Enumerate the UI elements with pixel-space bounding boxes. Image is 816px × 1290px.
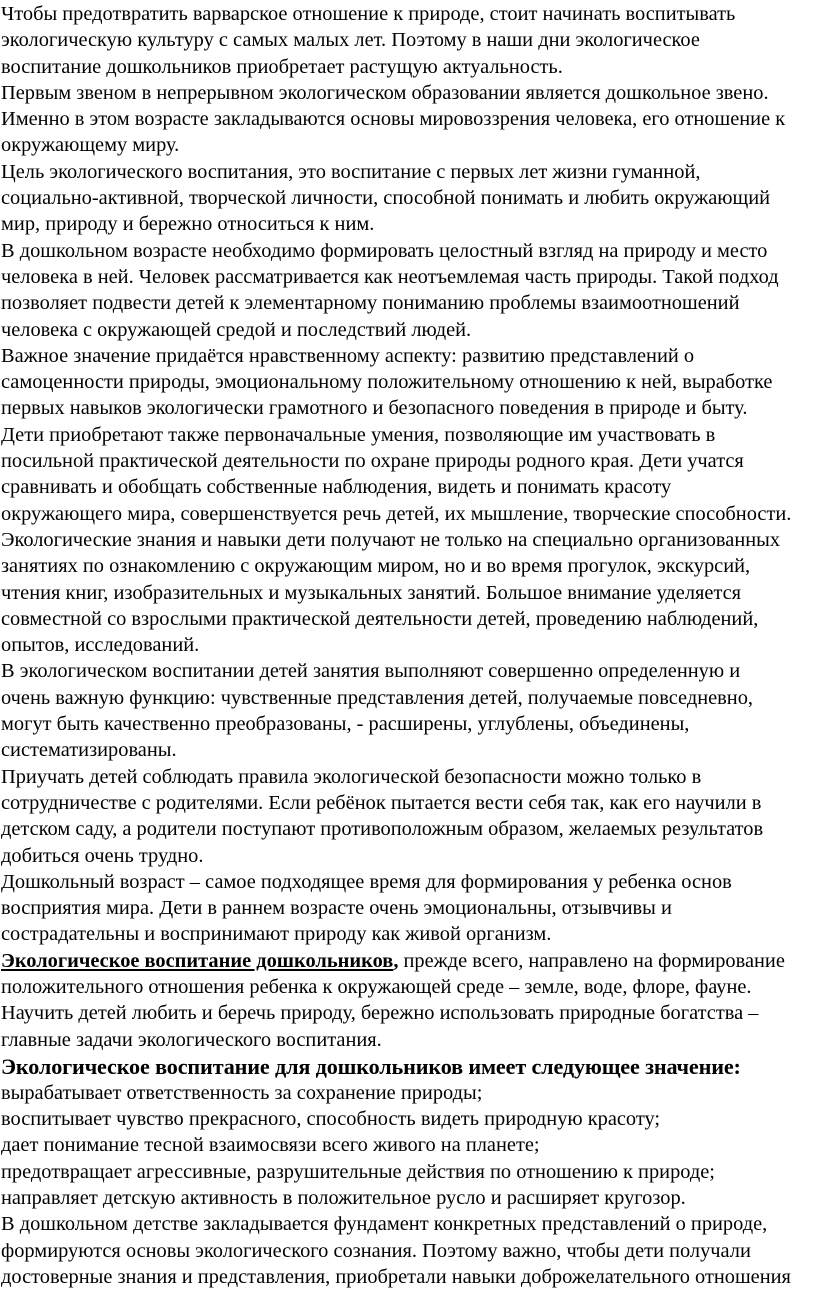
- text-line: положительного отношения ребенка к окружающей среде – земле, воде, флоре, фауне.: [1, 975, 752, 998]
- paragraph-lessons-function: [1, 658, 816, 763]
- text-line: сотрудничестве с родителями. Если ребёнок пытается вести себя так, как его научили в: [1, 791, 762, 814]
- paragraph-holistic-view: [1, 238, 816, 343]
- text-line: экологическую культуру с самых малых лет. Поэтому в наши дни экологическое: [1, 29, 700, 52]
- text-line: самоценности природы, эмоциональному положительному отношению к ней, выработке: [1, 371, 773, 394]
- paragraph-emphasis: [1, 948, 816, 1053]
- list-item: воспитывает чувство прекрасного, способность видеть природную красоту;: [1, 1108, 661, 1131]
- text-line: могут быть качественно преобразованы, - расширены, углублены, объединены,: [1, 713, 690, 736]
- text-line: опытов, исследований.: [1, 634, 200, 657]
- list-item: дает понимание тесной взаимосвязи всего живого на планете;: [1, 1134, 540, 1157]
- text-line: Дети приобретают также первоначальные умения, позволяющие им участвовать в: [1, 423, 716, 446]
- text-line: В дошкольном детстве закладывается фундамент конкретных представлений о природе,: [1, 1213, 768, 1236]
- emphasized-comma: ,: [393, 949, 399, 972]
- text-line: очень важную функцию: чувственные представления детей, получаемые повседневно,: [1, 686, 753, 709]
- paragraph-preschool-age: [1, 869, 816, 948]
- paragraph-parents-cooperation: [1, 764, 816, 869]
- text-line: посильной практической деятельности по охране природы родного края. Дети учатся: [1, 450, 744, 473]
- text-line: достоверные знания и представления, приобретали навыки доброжелательного отношения: [1, 1265, 791, 1288]
- document-page: [1, 1, 816, 1290]
- text-line: главные задачи экологического воспитания.: [1, 1028, 382, 1051]
- text-line: формируются основы экологического сознания. Поэтому важно, чтобы дети получали: [1, 1239, 751, 1262]
- text-line: В экологическом воспитании детей занятия выполняют совершенно определенную и: [1, 660, 741, 683]
- paragraph-intro: [1, 1, 816, 80]
- text-line: первых навыков экологически грамотного и безопасного поведения в природе и быту.: [1, 397, 748, 420]
- text-line: Чтобы предотвратить варварское отношение к природе, стоит начинать воспитывать: [1, 3, 736, 25]
- text-line: занятиях по ознакомлению с окружающим миром, но и во время прогулок, экскурсий,: [1, 555, 751, 578]
- text-line: Научить детей любить и беречь природу, бережно использовать природные богатства –: [1, 1002, 759, 1025]
- text-line: окружающего мира, совершенствуется речь детей, их мышление, творческие способности.: [1, 502, 792, 525]
- text-line: Первым звеном в непрерывном экологическом образовании является дошкольное звено.: [1, 81, 769, 104]
- paragraph-knowledge-skills: [1, 527, 816, 658]
- text-line: Приучать детей соблюдать правила экологической безопасности можно только в: [1, 765, 702, 788]
- text-line: добиться очень трудно.: [1, 844, 204, 867]
- text-line: сострадательны и воспринимают природу как живой организм.: [1, 923, 552, 946]
- text-line: Важное значение придаётся нравственному аспекту: развитию представлений о: [1, 344, 695, 367]
- list-item: направляет детскую активность в положительное русло и расширяет кругозор.: [1, 1187, 686, 1210]
- text-line: сравнивать и обобщать собственные наблюдения, видеть и понимать красоту: [1, 476, 672, 499]
- paragraph-closing: [1, 1211, 816, 1290]
- text-line: совместной со взрослыми практической деятельности детей, проведению наблюдений,: [1, 607, 759, 630]
- list-item: вырабатывает ответственность за сохранение природы;: [1, 1081, 483, 1104]
- text-line: восприятия мира. Дети в раннем возрасте очень эмоциональны, отзывчивы и: [1, 897, 672, 920]
- text-line: [1, 948, 816, 974]
- text-line: Цель экологического воспитания, это воспитание с первых лет жизни гуманной,: [1, 160, 701, 183]
- text-fragment: прежде всего, направлено на формирование: [398, 949, 785, 972]
- text-line: социально-активной, творческой личности, способной понимать и любить окружающий: [1, 187, 771, 210]
- text-line: позволяет подвести детей к элементарному пониманию проблемы взаимоотношений: [1, 292, 740, 315]
- paragraph-moral-aspect: [1, 343, 816, 527]
- text-line: окружающему миру.: [1, 134, 180, 157]
- list-item: предотвращает агрессивные, разрушительные действия по отношению к природе;: [1, 1160, 715, 1183]
- significance-list: [1, 1080, 816, 1211]
- text-line: систематизированы.: [1, 739, 177, 762]
- section-heading: Экологическое воспитание для дошкольников имеет следующее значение:: [1, 1053, 741, 1079]
- text-line: человека в ней. Человек рассматривается как неотъемлемая часть природы. Такой подход: [1, 265, 779, 288]
- text-line: мир, природу и бережно относиться к ним.: [1, 213, 375, 236]
- text-line: чтения книг, изобразительных и музыкальных занятий. Большое внимание уделяется: [1, 581, 742, 604]
- paragraph-first-link: [1, 80, 816, 159]
- text-line: человека с окружающей средой и последствий людей.: [1, 318, 472, 341]
- text-line: Экологические знания и навыки дети получают не только на специально организованных: [1, 528, 781, 551]
- paragraph-goal: [1, 159, 816, 238]
- text-line: Дошкольный возраст – самое подходящее время для формирования у ребенка основ: [1, 870, 732, 893]
- text-line: детском саду, а родители поступают противоположным образом, желаемых результатов: [1, 818, 764, 841]
- text-line: воспитание дошкольников приобретает растущую актуальность.: [1, 55, 563, 78]
- emphasized-term: Экологическое воспитание дошкольников: [1, 949, 394, 972]
- text-line: Именно в этом возрасте закладываются основы мировоззрения человека, его отношение к: [1, 108, 786, 131]
- text-line: В дошкольном возрасте необходимо формировать целостный взгляд на природу и место: [1, 239, 768, 262]
